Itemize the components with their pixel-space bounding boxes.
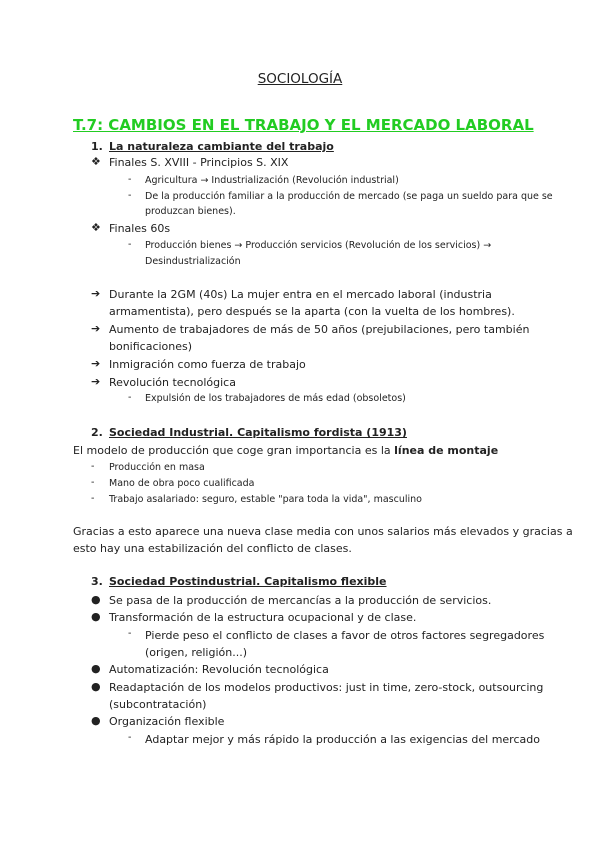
s3-bullet-5-sub-1: Adaptar mejor y más rápido la producción a las exigencias del mercado [145, 733, 540, 746]
s2-paragraph-line-1: Gracias a esto aparece una nueva clase media con unos salarios más elevados y gracias a [73, 525, 573, 538]
bullet-dot-icon: ● [91, 662, 101, 675]
s1-point-1: Finales S. XVIII - Principios S. XIX [109, 156, 289, 169]
arrow-bullet-icon: ➔ [91, 357, 101, 370]
dash-marker: - [91, 477, 95, 488]
dash-marker: - [128, 628, 132, 639]
s1-arrow-3: Inmigración como fuerza de trabajo [109, 358, 306, 371]
arrow-bullet-icon: ➔ [91, 322, 101, 335]
section-1-number: 1. [91, 140, 103, 153]
section-2-number: 2. [91, 426, 103, 439]
s1-arrow-1-line-1: Durante la 2GM (40s) La mujer entra en el mercado laboral (industria [109, 288, 492, 301]
s1-point-2-sub-1-line-2: Desindustrialización [145, 256, 241, 267]
dash-marker: - [128, 392, 132, 403]
s1-point-1-sub-1: Agricultura → Industrialización (Revolución industrial) [145, 175, 399, 186]
s3-bullet-1: Se pasa de la producción de mercancías a la producción de servicios. [109, 594, 492, 607]
s3-bullet-2: Transformación de la estructura ocupacional y de clase. [109, 611, 417, 624]
doc-title: SOCIOLOGÍA [257, 71, 343, 87]
s2-intro [73, 443, 498, 458]
s3-bullet-4-line-1: Readaptación de los modelos productivos: just in time, zero-stock, outsourcing [109, 681, 544, 694]
s3-bullet-2-sub-1-line-2: (origen, religión...) [145, 646, 247, 659]
bullet-dot-icon: ● [91, 680, 101, 693]
s1-arrow-4-sub-1: Expulsión de los trabajadores de más edad (obsoletos) [145, 393, 406, 404]
section-1-title: La naturaleza cambiante del trabajo [109, 140, 334, 153]
dash-marker: - [128, 174, 132, 185]
s1-point-1-sub-2-line-2: produzcan bienes). [145, 206, 236, 217]
dash-marker: - [91, 493, 95, 504]
s2-item-2: Mano de obra poco cualificada [109, 478, 255, 489]
s1-arrow-2-line-2: bonificaciones) [109, 340, 193, 353]
s1-point-1-sub-2-line-1: De la producción familiar a la producción de mercado (se paga un sueldo para que se [145, 191, 553, 202]
s1-point-2: Finales 60s [109, 222, 171, 235]
s1-point-2-sub-1-line-1: Producción bienes → Producción servicios (Revolución de los servicios) → [145, 240, 492, 251]
s2-item-3: Trabajo asalariado: seguro, estable "para toda la vida", masculino [109, 494, 422, 505]
s1-arrow-4: Revolución tecnológica [109, 376, 236, 389]
section-3-number: 3. [91, 575, 103, 588]
s2-intro-bold: línea de montaje [394, 444, 499, 457]
dash-marker: - [128, 190, 132, 201]
s3-bullet-4-line-2: (subcontratación) [109, 698, 207, 711]
s2-intro-text: El modelo de producción que coge gran importancia es la [73, 444, 395, 457]
s1-arrow-2-line-1: Aumento de trabajadores de más de 50 años (prejubilaciones, pero también [109, 323, 530, 336]
section-3-title: Sociedad Postindustrial. Capitalismo flexible [109, 575, 387, 588]
bullet-dot-icon: ● [91, 593, 101, 606]
arrow-bullet-icon: ➔ [91, 287, 101, 300]
dash-marker: - [128, 732, 132, 743]
s3-bullet-3: Automatización: Revolución tecnológica [109, 663, 329, 676]
s1-arrow-1-line-2: armamentista), pero después se la aparta (con la vuelta de los hombres). [109, 305, 515, 318]
s2-item-1: Producción en masa [109, 462, 205, 473]
s2-paragraph-line-2: esto hay una estabilización del conflicto de clases. [73, 542, 352, 555]
bullet-dot-icon: ● [91, 610, 101, 623]
diamond-bullet-icon: ❖ [91, 155, 101, 168]
topic-title: T.7: CAMBIOS EN EL TRABAJO Y EL MERCADO LABORAL [73, 116, 534, 134]
s3-bullet-5: Organización flexible [109, 715, 225, 728]
dash-marker: - [128, 239, 132, 250]
arrow-bullet-icon: ➔ [91, 375, 101, 388]
diamond-bullet-icon: ❖ [91, 221, 101, 234]
dash-marker: - [91, 461, 95, 472]
bullet-dot-icon: ● [91, 714, 101, 727]
s3-bullet-2-sub-1-line-1: Pierde peso el conflicto de clases a favor de otros factores segregadores [145, 629, 545, 642]
section-2-title: Sociedad Industrial. Capitalismo fordista (1913) [109, 426, 407, 439]
